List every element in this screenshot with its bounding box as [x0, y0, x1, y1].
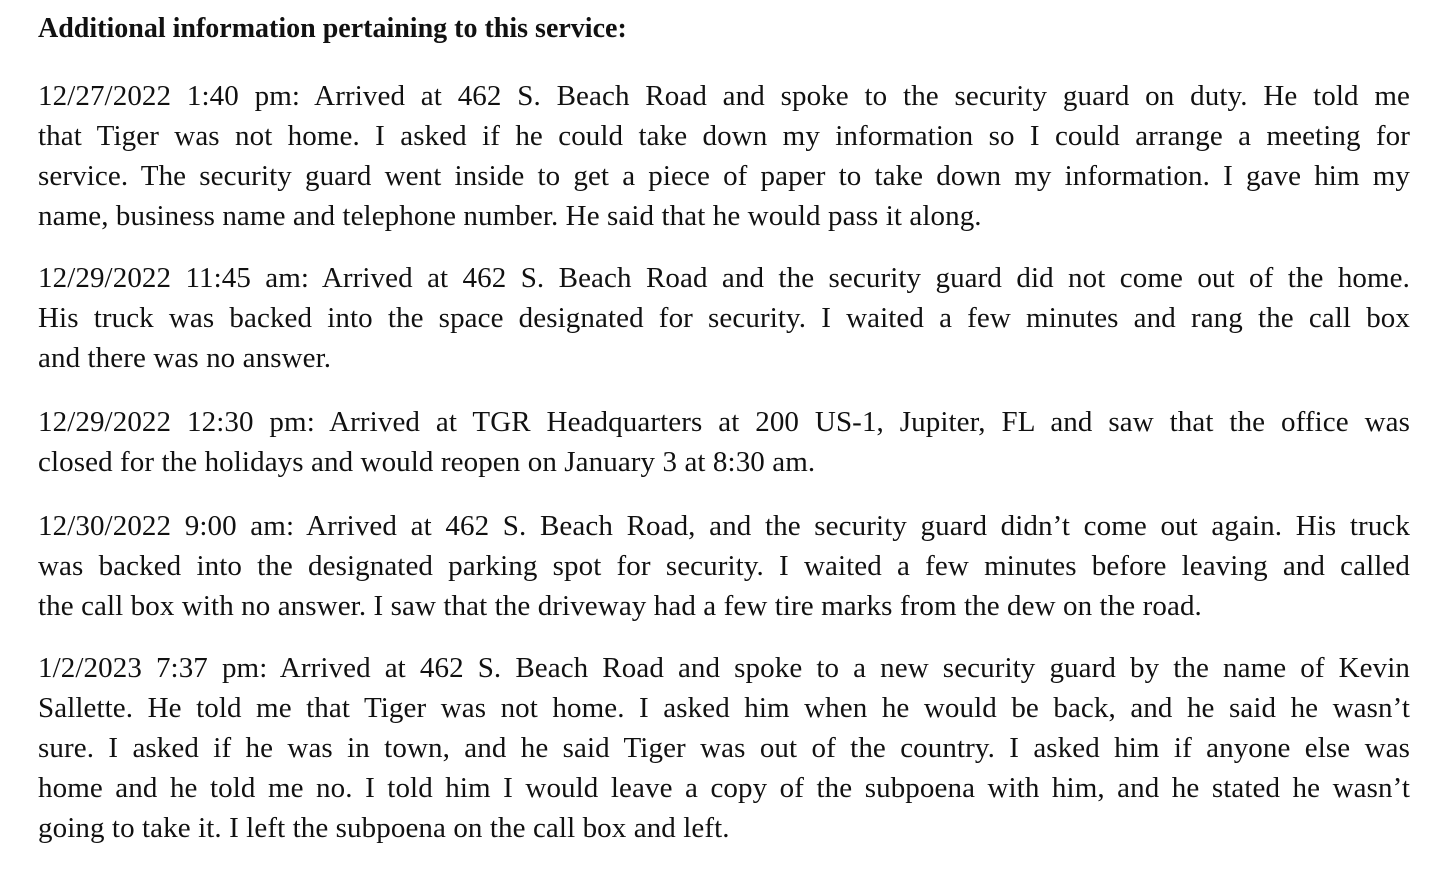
section-heading: Additional information pertaining to this service:	[38, 13, 627, 44]
entry-line: home and he told me no. I told him I would leave a copy of the subpoena with him, and he stated he wasn’t	[38, 772, 1410, 804]
log-entry	[38, 258, 1410, 378]
entry-line: closed for the holidays and would reopen on January 3 at 8:30 am.	[38, 446, 816, 478]
log-entry	[38, 402, 1410, 482]
entry-line: 12/30/2022 9:00 am: Arrived at 462 S. Beach Road, and the security guard didn’t come out again. His truck	[38, 510, 1410, 542]
entry-line: 12/27/2022 1:40 pm: Arrived at 462 S. Beach Road and spoke to the security guard on duty. He told me	[38, 80, 1410, 112]
entry-line: 12/29/2022 11:45 am: Arrived at 462 S. Beach Road and the security guard did not come out of the home.	[38, 262, 1410, 294]
entry-line: 12/29/2022 12:30 pm: Arrived at TGR Headquarters at 200 US-1, Jupiter, FL and saw that the office was	[38, 406, 1410, 438]
entry-line: the call box with no answer. I saw that the driveway had a few tire marks from the dew on the road.	[38, 590, 1202, 622]
entry-line: that Tiger was not home. I asked if he could take down my information so I could arrange a meeting for	[38, 120, 1410, 152]
entry-line: His truck was backed into the space designated for security. I waited a few minutes and rang the call box	[38, 302, 1410, 334]
entry-line: going to take it. I left the subpoena on the call box and left.	[38, 812, 730, 844]
entry-line: and there was no answer.	[38, 342, 332, 374]
log-entry	[38, 76, 1410, 236]
log-entry	[38, 648, 1410, 848]
entry-line: 1/2/2023 7:37 pm: Arrived at 462 S. Beach Road and spoke to a new security guard by the name of Kevin	[38, 652, 1410, 684]
entry-line: name, business name and telephone number. He said that he would pass it along.	[38, 200, 982, 232]
log-entry	[38, 506, 1410, 626]
entry-line: sure. I asked if he was in town, and he said Tiger was out of the country. I asked him if anyone else was	[38, 732, 1410, 764]
entry-line: Sallette. He told me that Tiger was not home. I asked him when he would be back, and he said he wasn’t	[38, 692, 1410, 724]
entry-line: was backed into the designated parking spot for security. I waited a few minutes before leaving and called	[38, 550, 1410, 582]
entry-line: service. The security guard went inside to get a piece of paper to take down my information. I gave him my	[38, 160, 1410, 192]
